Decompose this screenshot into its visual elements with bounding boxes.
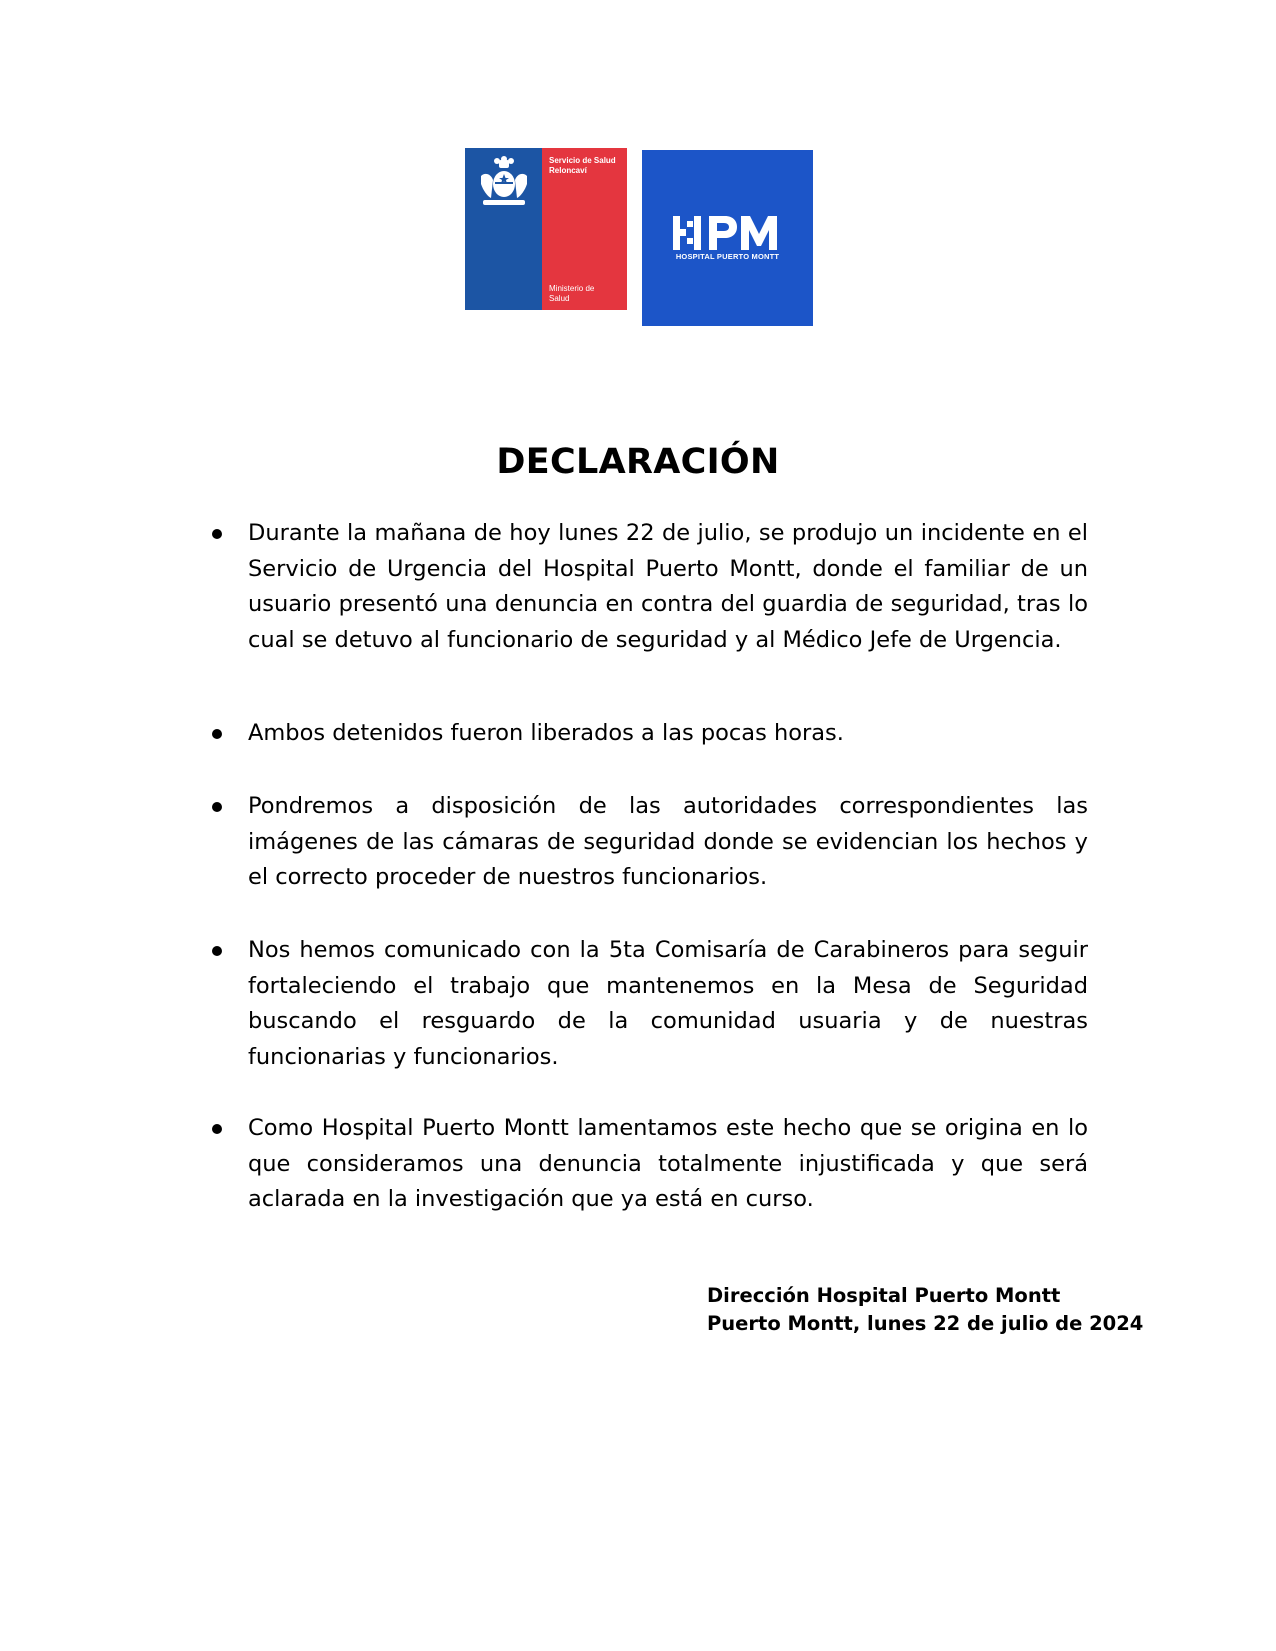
- bullet-icon: [212, 802, 222, 812]
- signature-line-1: Dirección Hospital Puerto Montt: [707, 1284, 1061, 1307]
- bullet-icon: [212, 946, 222, 956]
- list-item-text: Nos hemos comunicado con la 5ta Comisaría de Carabineros para seguir fortaleciendo el trabajo que mantenemos en la Mesa de Seguridad buscando el resguardo de la comunidad usuaria y de nuestras funcionarias y funcionarios.: [248, 937, 1088, 1070]
- bullet-icon: [212, 529, 222, 539]
- bullet-icon: [212, 1124, 222, 1134]
- bullet-icon: [212, 729, 222, 739]
- list-item-text: Ambos detenidos fueron liberados a las pocas horas.: [248, 720, 844, 746]
- signature-block: [707, 1282, 1143, 1338]
- list-item-text: Como Hospital Puerto Montt lamentamos este hecho que se origina en lo que consideramos una denuncia totalmente injustificada y que será aclarada en la investigación que ya está en curso.: [248, 1115, 1088, 1212]
- hpm-subtitle: HOSPITAL PUERTO MONTT: [675, 252, 780, 261]
- logo-red-band: [542, 148, 627, 310]
- hpm-mark-icon: [673, 216, 783, 250]
- page-title: DECLARACIÓN: [496, 442, 780, 482]
- hospital-puerto-montt-logo: [642, 150, 813, 326]
- signature-line-2: Puerto Montt, lunes 22 de julio de 2024: [707, 1312, 1144, 1335]
- list-item-text: Durante la mañana de hoy lunes 22 de julio, se produjo un incidente en el Servicio de Urgencia del Hospital Puerto Montt, donde el familiar de un usuario presentó una denuncia en contra del guardia de seguridad, tras lo cual se detuvo al funcionario de seguridad y al Médico Jefe de Urgencia.: [248, 520, 1088, 653]
- coat-of-arms-icon: [473, 154, 535, 212]
- ministerio-label: Ministerio de Salud: [549, 284, 595, 303]
- servicio-salud-label: Servicio de Salud Reloncaví: [549, 156, 616, 175]
- logo-blue-band: [465, 148, 542, 310]
- servicio-salud-logo: [465, 148, 627, 310]
- list-item-text: Pondremos a disposición de las autoridades correspondientes las imágenes de las cámaras de seguridad donde se evidencian los hechos y el correcto proceder de nuestros funcionarios.: [248, 793, 1088, 890]
